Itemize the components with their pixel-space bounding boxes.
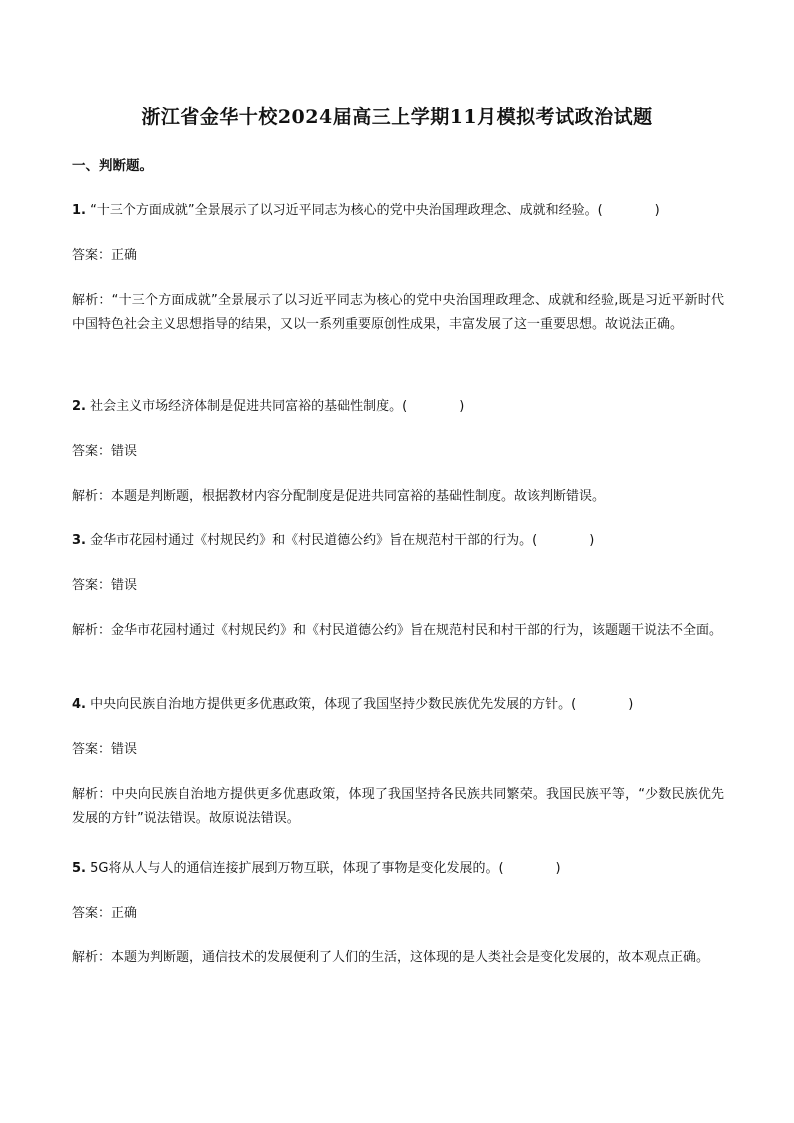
answer-1: 答案：正确 — [72, 248, 138, 263]
question-number: 1. — [72, 203, 86, 218]
question-number: 5. — [72, 861, 86, 876]
answer-2: 答案：错误 — [72, 444, 138, 459]
question-close-paren: ) — [459, 399, 465, 414]
question-text: 金华市花园村通过《村规民约》和《村民道德公约》旨在规范村干部的行为。( — [90, 533, 538, 548]
analysis-4: 解析：中央向民族自治地方提供更多优惠政策，体现了我国坚持各民族共同繁荣。我国民族平等，“少数民族优先发展的方针”说法错误。故原说法错误。 — [72, 787, 724, 826]
analysis-5: 解析：本题为判断题，通信技术的发展便利了人们的生活，这体现的是人类社会是变化发展的，故本观点正确。 — [72, 950, 710, 965]
question-close-paren: ) — [628, 697, 634, 712]
question-5 — [72, 857, 724, 881]
analysis-1: 解析：“十三个方面成就”全景展示了以习近平同志为核心的党中央治国理政理念、成就和经验,既是习近平新时代中国特色社会主义思想指导的结果，又以一系列重要原创性成果，丰富发展了这一重要思想。故说法正确。 — [72, 293, 724, 332]
question-number: 4. — [72, 697, 86, 712]
question-close-paren: ) — [555, 861, 561, 876]
question-text: 5G将从人与人的通信连接扩展到万物互联，体现了事物是变化发展的。( — [90, 861, 504, 876]
answer-4: 答案：错误 — [72, 742, 138, 757]
analysis-3: 解析：金华市花园村通过《村规民约》和《村民道德公约》旨在规范村民和村干部的行为，该题题干说法不全面。 — [72, 623, 723, 638]
question-3 — [72, 529, 724, 553]
question-text: 中央向民族自治地方提供更多优惠政策，体现了我国坚持少数民族优先发展的方针。( — [90, 697, 577, 712]
section-heading: 一、判断题。 — [72, 158, 153, 174]
question-number: 3. — [72, 533, 86, 548]
question-number: 2. — [72, 399, 86, 414]
question-1 — [72, 199, 724, 223]
question-text: 社会主义市场经济体制是促进共同富裕的基础性制度。( — [90, 399, 408, 414]
answer-5: 答案：正确 — [72, 906, 138, 921]
question-4 — [72, 693, 724, 717]
answer-3: 答案：错误 — [72, 578, 138, 593]
question-2 — [72, 395, 724, 419]
page-title: 浙江省金华十校2024届高三上学期11月模拟考试政治试题 — [141, 106, 653, 128]
analysis-2: 解析：本题是判断题，根据教材内容分配制度是促进共同富裕的基础性制度。故该判断错误。 — [72, 489, 606, 504]
question-close-paren: ) — [654, 203, 660, 218]
question-close-paren: ) — [589, 533, 595, 548]
question-text: “十三个方面成就”全景展示了以习近平同志为核心的党中央治国理政理念、成就和经验。( — [90, 203, 603, 218]
